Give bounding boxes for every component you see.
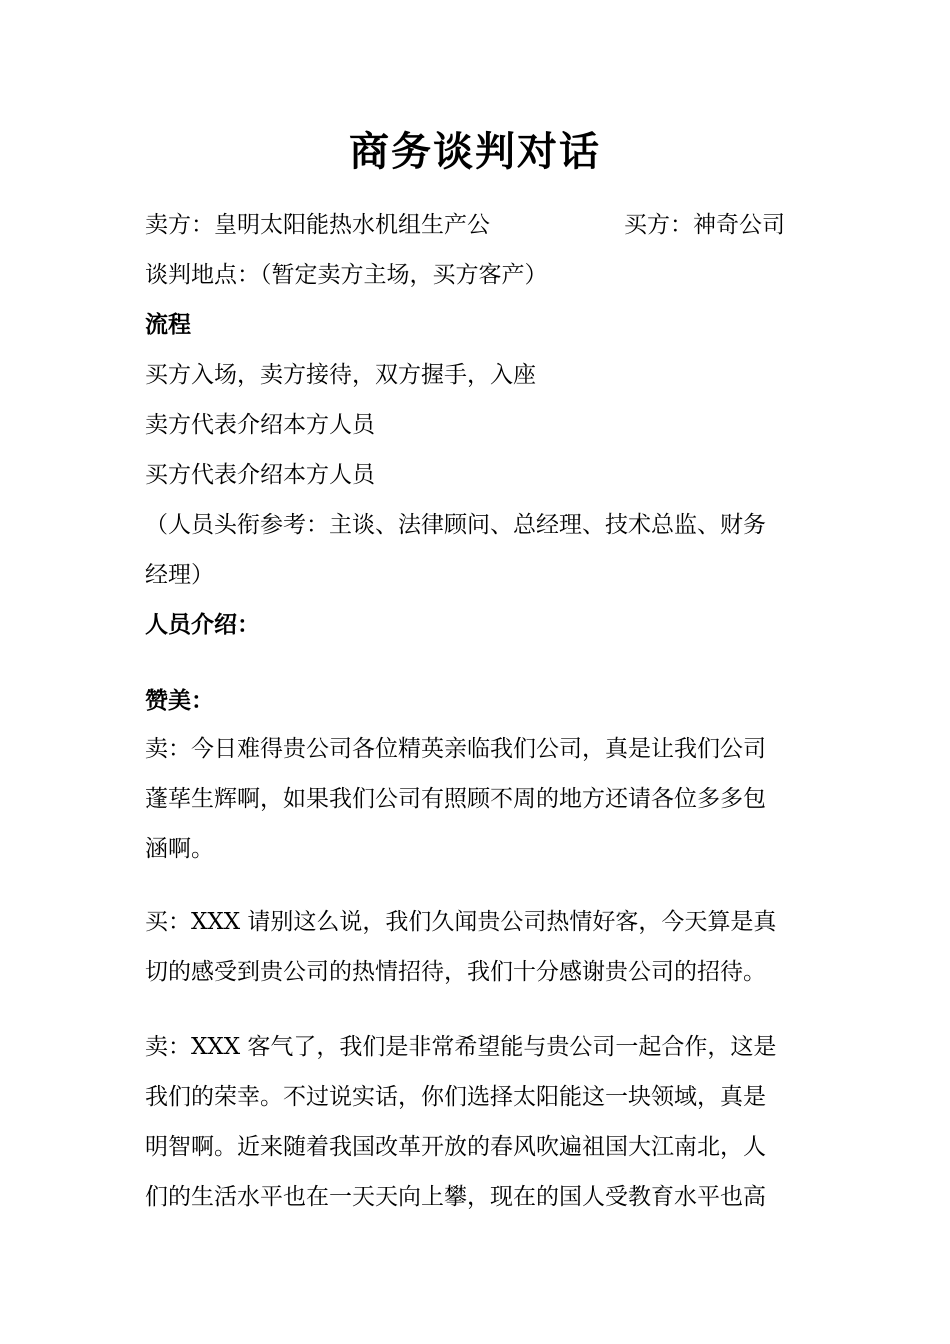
intro-heading: 人员介绍： (145, 612, 260, 638)
dialogue-line: 涵啊。 (145, 836, 214, 862)
dialogue-line: 们的生活水平也在一天天向上攀，现在的国人受教育水平也高 (145, 1184, 766, 1210)
process-step: 买方入场，卖方接待，双方握手，入座 (145, 362, 536, 388)
titles-note-line: （人员头衔参考：主谈、法律顾问、总经理、技术总监、财务 (145, 512, 766, 538)
praise-heading: 赞美： (145, 688, 214, 714)
location-line: 谈判地点：（暂定卖方主场，买方客产） (145, 262, 548, 288)
process-heading: 流程 (145, 312, 191, 338)
seller-line: 卖方：皇明太阳能热水机组生产公 (145, 212, 490, 238)
dialogue-line: 买：XXX 请别这么说，我们久闻贵公司热情好客，今天算是真 (145, 909, 777, 935)
dialogue-line: 卖：今日难得贵公司各位精英亲临我们公司，真是让我们公司 (145, 736, 766, 762)
dialogue-line: 我们的荣幸。不过说实话，你们选择太阳能这一块领域，真是 (145, 1084, 766, 1110)
dialogue-line: 蓬荜生辉啊，如果我们公司有照顾不周的地方还请各位多多包 (145, 786, 766, 812)
process-step: 买方代表介绍本方人员 (145, 462, 375, 488)
document-title: 商务谈判对话 (349, 129, 601, 175)
titles-note-line: 经理） (145, 562, 214, 588)
buyer-line: 买方：神奇公司 (624, 212, 785, 238)
process-step: 卖方代表介绍本方人员 (145, 412, 375, 438)
dialogue-line: 明智啊。近来随着我国改革开放的春风吹遍祖国大江南北，人 (145, 1134, 766, 1160)
dialogue-line: 切的感受到贵公司的热情招待，我们十分感谢贵公司的招待。 (145, 959, 766, 985)
dialogue-line: 卖：XXX 客气了，我们是非常希望能与贵公司一起合作，这是 (145, 1034, 777, 1060)
